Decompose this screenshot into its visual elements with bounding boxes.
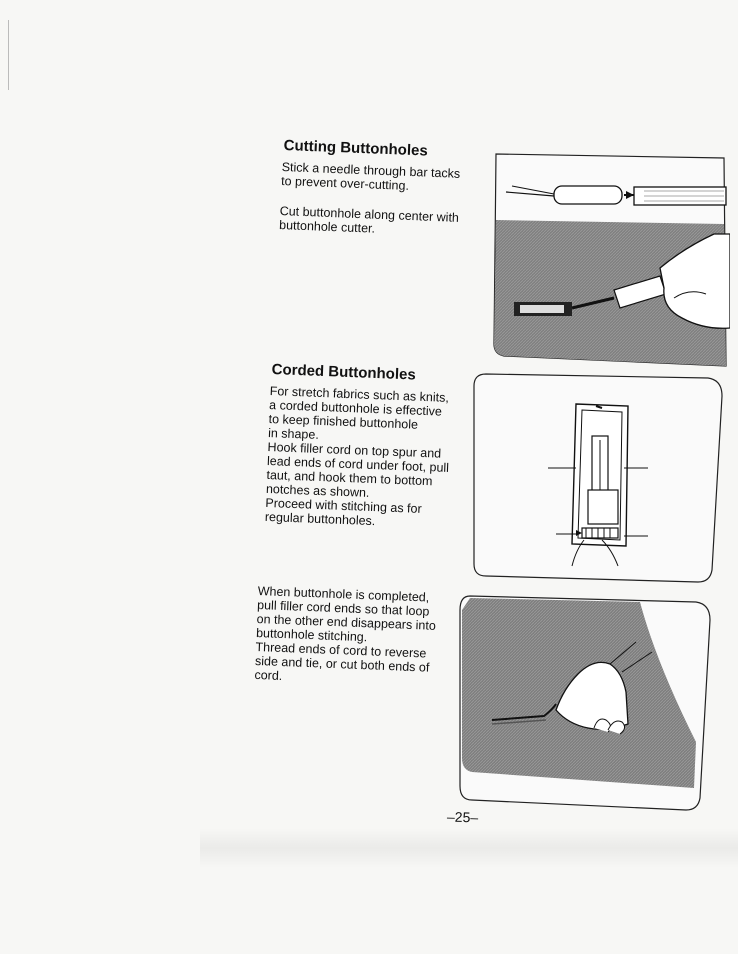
cutting-figure (484, 148, 730, 370)
scan-shadow (200, 828, 738, 868)
completed-para-1: When buttonhole is completed, pull filler cord ends so that loop on the other end disappears into buttonhole stitching. Thread ends of cord to reverse side and tie, or cut both ends of cord. (254, 584, 437, 683)
cutting-para-2: Cut buttonhole along center with buttonhole cutter. (278, 204, 460, 236)
scan-edge-line (8, 20, 9, 90)
corded-figure (472, 370, 724, 584)
corded-heading: Corded Buttonholes (271, 361, 417, 384)
cutting-para-1: Stick a needle through bar tacks to prevent over-cutting. (280, 160, 461, 193)
completed-figure (456, 592, 712, 816)
corded-para-1: For stretch fabrics such as knits, a corded buttonhole is effective to keep finished buttonhole in shape. Hook filler cord on top spur and lead ends of cord under foot, pull taut, and hook them to bottom notches as shown. Proceed with stitching as for regular buttonholes. (264, 384, 450, 529)
page-number: –25– (446, 808, 479, 826)
cutting-heading: Cutting Buttonholes (283, 137, 429, 160)
